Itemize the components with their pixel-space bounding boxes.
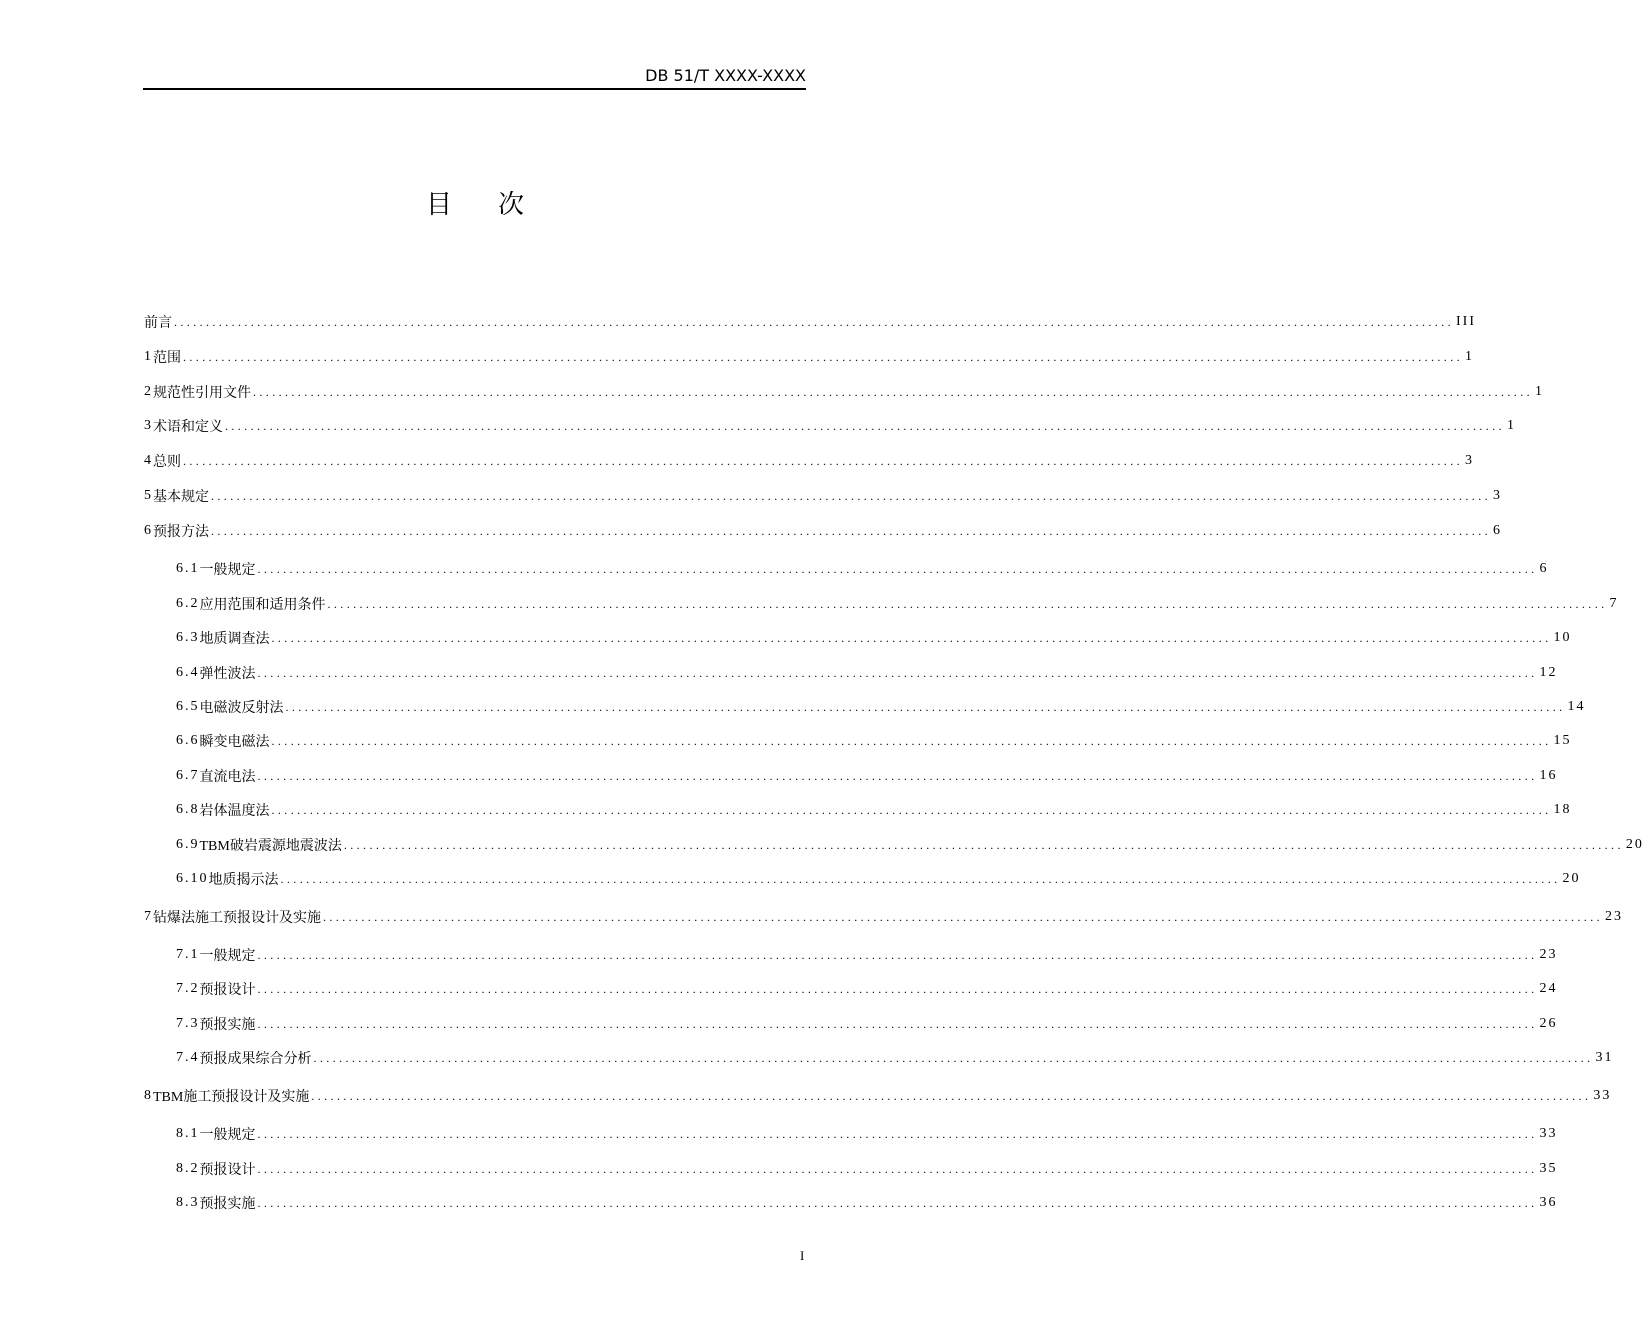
toc-entry-title: 预报实施 xyxy=(199,1018,256,1033)
toc-entry-page: 35 xyxy=(1539,1161,1558,1176)
toc-entry[interactable] xyxy=(144,312,1476,332)
toc-entry-title: 范围 xyxy=(153,351,181,366)
dot-leader: ........................................................................................................................................................................................................ xyxy=(174,314,1454,329)
toc-entry-number: 8 xyxy=(144,1088,153,1103)
toc-entry-title: 规范性引用文件 xyxy=(153,386,251,401)
toc-entry-number: 7.1 xyxy=(176,947,200,962)
toc-entry-title: 前言 xyxy=(144,316,172,331)
toc-entry-title: TBM破岩震源地震波法 xyxy=(199,839,342,854)
toc-entry-page: 23 xyxy=(1539,947,1558,962)
toc-entry-number: 6.10 xyxy=(176,871,209,886)
toc-entry-number: 6 xyxy=(144,523,153,538)
toc-entry[interactable] xyxy=(176,1014,1558,1034)
toc-entry-title: 地质调查法 xyxy=(199,632,270,647)
page-title xyxy=(0,184,950,221)
dot-leader: ........................................................................................................................................................................................................ xyxy=(211,523,1491,538)
toc-entry-number: 8.1 xyxy=(176,1126,200,1141)
toc-entry-title: 术语和定义 xyxy=(153,420,223,435)
dot-leader: ........................................................................................................................................................................................................ xyxy=(327,596,1608,611)
dot-leader: ........................................................................................................................................................................................................ xyxy=(271,733,1552,748)
toc-entry-page: 23 xyxy=(1605,909,1623,924)
toc-entry[interactable] xyxy=(144,451,1474,471)
toc-entry-page: 36 xyxy=(1539,1195,1558,1210)
toc-entry-page: 18 xyxy=(1553,802,1572,817)
toc-entry-number: 2 xyxy=(144,384,153,399)
toc-entry-number: 6.7 xyxy=(176,768,200,783)
dot-leader: ........................................................................................................................................................................................................ xyxy=(280,871,1561,886)
toc-entry[interactable] xyxy=(176,1159,1558,1179)
toc-entry-page: 12 xyxy=(1539,665,1558,680)
toc-entry[interactable] xyxy=(176,731,1572,751)
toc-entry-page: 20 xyxy=(1625,837,1644,852)
toc-entry-title: 预报方法 xyxy=(153,525,209,540)
dot-leader: ........................................................................................................................................................................................................ xyxy=(211,488,1491,503)
dot-leader: ........................................................................................................................................................................................................ xyxy=(183,349,1463,364)
dot-leader: ........................................................................................................................................................................................................ xyxy=(253,384,1533,399)
toc-entry[interactable] xyxy=(144,907,1623,927)
toc-entry-title: 直流电法 xyxy=(199,770,256,785)
toc-entry-number: 1 xyxy=(144,349,153,364)
toc-entry-number: 7.2 xyxy=(176,981,200,996)
toc-entry-number: 6.8 xyxy=(176,802,200,817)
toc-entry[interactable] xyxy=(144,347,1474,367)
toc-entry-title: 一般规定 xyxy=(199,949,256,964)
toc-entry-number: 6.2 xyxy=(176,596,200,611)
dot-leader: ........................................................................................................................................................................................................ xyxy=(313,1050,1594,1065)
toc-entry-title: 岩体温度法 xyxy=(199,804,270,819)
toc-entry-page: 6 xyxy=(1493,523,1502,538)
toc-entry-page: 6 xyxy=(1539,561,1549,576)
toc-entry[interactable] xyxy=(144,382,1544,402)
toc-entry-number: 7.4 xyxy=(176,1050,200,1065)
header-divider xyxy=(143,88,806,90)
toc-entry-title: 钻爆法施工预报设计及实施 xyxy=(153,911,321,926)
title-char: 目 xyxy=(425,190,452,220)
toc-entry-page: 7 xyxy=(1609,596,1619,611)
dot-leader: ........................................................................................................................................................................................................ xyxy=(225,418,1505,433)
toc-entry[interactable] xyxy=(176,945,1558,965)
toc-entry-number: 8.3 xyxy=(176,1195,200,1210)
toc-entry-number: 5 xyxy=(144,488,153,503)
toc-entry-number: 8.2 xyxy=(176,1161,200,1176)
toc-entry-number: 7.3 xyxy=(176,1016,200,1031)
toc-entry[interactable] xyxy=(176,869,1581,889)
toc-entry-title: 弹性波法 xyxy=(199,667,256,682)
toc-entry-title: TBM施工预报设计及实施 xyxy=(153,1090,310,1105)
toc-entry-page: 24 xyxy=(1539,981,1558,996)
title-char: 次 xyxy=(498,190,525,220)
document-code: DB 51/T XXXX-XXXX xyxy=(645,66,806,85)
toc-entry-page: 1 xyxy=(1507,418,1516,433)
toc-entry-number: 6.5 xyxy=(176,699,200,714)
toc-entry[interactable] xyxy=(176,1193,1558,1213)
toc-entry-number: 6.3 xyxy=(176,630,200,645)
dot-leader: ........................................................................................................................................................................................................ xyxy=(183,453,1463,468)
toc-entry-title: 一般规定 xyxy=(199,563,256,578)
toc-entry-page: 3 xyxy=(1465,453,1474,468)
toc-entry-page: 33 xyxy=(1593,1088,1612,1103)
toc-entry[interactable] xyxy=(176,766,1558,786)
toc-entry[interactable] xyxy=(176,979,1558,999)
toc-entry-title: 应用范围和适用条件 xyxy=(199,598,326,613)
dot-leader: ........................................................................................................................................................................................................ xyxy=(257,981,1538,996)
toc-entry[interactable] xyxy=(176,697,1586,717)
toc-entry-number: 6.4 xyxy=(176,665,200,680)
toc-entry-page: 26 xyxy=(1539,1016,1558,1031)
toc-entry-number: 3 xyxy=(144,418,153,433)
dot-leader: ........................................................................................................................................................................................................ xyxy=(257,768,1538,783)
dot-leader: ........................................................................................................................................................................................................ xyxy=(257,1126,1538,1141)
toc-entry[interactable] xyxy=(176,800,1572,820)
toc-entry-number: 6.6 xyxy=(176,733,200,748)
dot-leader: ........................................................................................................................................................................................................ xyxy=(311,1088,1592,1103)
toc-entry-number: 7 xyxy=(144,909,153,924)
dot-leader: ........................................................................................................................................................................................................ xyxy=(257,1161,1538,1176)
dot-leader: ........................................................................................................................................................................................................ xyxy=(257,947,1538,962)
toc-entry-page: 14 xyxy=(1567,699,1586,714)
dot-leader: ........................................................................................................................................................................................................ xyxy=(271,802,1552,817)
dot-leader: ........................................................................................................................................................................................................ xyxy=(257,561,1538,576)
toc-entry-page: 20 xyxy=(1562,871,1581,886)
toc-entry-title: 瞬变电磁法 xyxy=(199,735,270,750)
toc-entry-title: 预报设计 xyxy=(199,983,256,998)
page-number: I xyxy=(800,1248,805,1263)
dot-leader: ........................................................................................................................................................................................................ xyxy=(257,1016,1538,1031)
toc-entry-page: 31 xyxy=(1595,1050,1614,1065)
toc-entry-page: 3 xyxy=(1493,488,1502,503)
toc-entry[interactable] xyxy=(176,1048,1614,1068)
toc-entry[interactable] xyxy=(144,1086,1612,1106)
toc-entry-page: 16 xyxy=(1539,768,1558,783)
toc-entry-page: 1 xyxy=(1465,349,1474,364)
dot-leader: ........................................................................................................................................................................................................ xyxy=(285,699,1566,714)
toc-entry-page: 15 xyxy=(1553,733,1572,748)
toc-entry-page: III xyxy=(1456,314,1476,329)
dot-leader: ........................................................................................................................................................................................................ xyxy=(257,1195,1538,1210)
toc-entry-page: 33 xyxy=(1539,1126,1558,1141)
toc-entry[interactable] xyxy=(176,663,1558,683)
toc-entry-page: 10 xyxy=(1553,630,1572,645)
toc-entry-number: 6.9 xyxy=(176,837,200,852)
toc-entry-title: 预报成果综合分析 xyxy=(199,1052,312,1067)
toc-entry[interactable] xyxy=(144,486,1502,506)
toc-entry[interactable] xyxy=(176,559,1549,579)
toc-entry-number: 6.1 xyxy=(176,561,200,576)
toc-entry-title: 预报实施 xyxy=(199,1197,256,1212)
dot-leader: ........................................................................................................................................................................................................ xyxy=(323,909,1603,924)
toc-entry-page: 1 xyxy=(1535,384,1544,399)
toc-entry-title: 总则 xyxy=(153,455,181,470)
dot-leader: ........................................................................................................................................................................................................ xyxy=(271,630,1552,645)
toc-entry-title: 基本规定 xyxy=(153,490,209,505)
toc-entry[interactable] xyxy=(176,835,1644,855)
toc-entry[interactable] xyxy=(176,1124,1558,1144)
dot-leader: ........................................................................................................................................................................................................ xyxy=(257,665,1538,680)
toc-entry-title: 预报设计 xyxy=(199,1163,256,1178)
toc-entry-title: 一般规定 xyxy=(199,1128,256,1143)
toc-entry[interactable] xyxy=(144,416,1516,436)
toc-entry[interactable] xyxy=(176,594,1619,614)
toc-entry-title: 地质揭示法 xyxy=(208,873,279,888)
dot-leader: ........................................................................................................................................................................................................ xyxy=(343,837,1624,852)
toc-entry-number: 4 xyxy=(144,453,153,468)
toc-entry[interactable] xyxy=(176,628,1572,648)
toc-entry[interactable] xyxy=(144,521,1502,541)
toc-entry-title: 电磁波反射法 xyxy=(199,701,284,716)
